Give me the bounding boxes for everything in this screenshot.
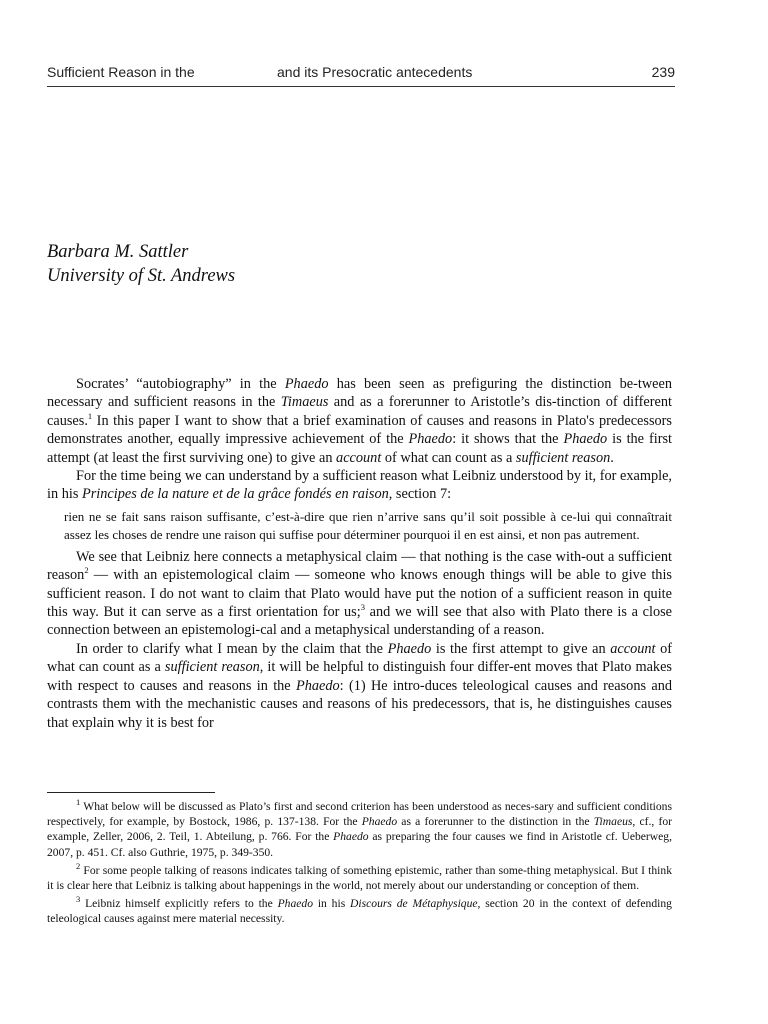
text-run: as a forerunner to the distinction in the — [397, 815, 594, 829]
italic-run: Phaedo — [284, 376, 329, 392]
text-run: as preparing the four causes we find in Aristotle cf. Ueberweg, 2007, p. 451. Cf. also Guthrie, 1975, p. 349-350. — [47, 830, 672, 859]
text-run: of what can count as a — [47, 640, 673, 676]
text-run: , section 20 in the context of defending teleological causes against mere material necessity. — [47, 897, 672, 926]
italic-run: account — [336, 449, 382, 466]
paragraph-4 — [47, 640, 672, 732]
text-run: In this paper I want to show that a brief examination of causes and reasons in Plato's predecessors demonstrates another, equally impressive achievement of the — [47, 412, 672, 448]
main-text — [47, 375, 672, 732]
footnote-ref-3[interactable]: 3 — [360, 602, 365, 613]
italic-run: Phaedo — [333, 830, 369, 844]
block-quote: rien ne se fait sans raison suffisante, c’est-à-dire que rien n’arrive sans qu’il soit possible à ce-lui qui connaîtrait assez les choses de rendre une raison qui suffise pour déterminer pourquoi il en est ainsi, et non pas autrement. — [64, 508, 672, 542]
italic-run: sufficient reason — [515, 449, 611, 466]
author-affiliation: University of St. Andrews — [47, 266, 236, 286]
italic-run: Phaedo — [387, 640, 432, 657]
footnote-number: 3 — [76, 894, 81, 905]
text-run: In order to clarify what I mean by the claim that the — [76, 640, 388, 657]
paragraph-2 — [47, 467, 672, 504]
footnote-separator — [47, 792, 215, 793]
italic-run: Phaedo — [408, 431, 453, 448]
text-run: and we will see that also with Plato there is a close connection between an epistemologi-cal and a metaphysical understanding of a reason. — [47, 604, 672, 639]
paragraph-3 — [47, 548, 672, 640]
italic-run: Principes de la nature et de la grâce fondés en raison — [81, 486, 389, 503]
italic-run: Phaedo — [563, 431, 608, 448]
italic-run: sufficient reason — [164, 659, 260, 676]
text-run: is the first attempt (at least the first surviving one) to give an — [47, 431, 672, 466]
text-run: . — [610, 449, 614, 466]
italic-run: Phaedo — [361, 815, 398, 829]
text-run: of what can count as a — [381, 449, 516, 466]
text-run: is the first attempt to give an — [431, 640, 611, 657]
text-run: : (1) He intro-duces teleological causes and reasons and contrasts them with the mechanistic causes and reasons of his predecessors, that is, he distinguishes causes that explain why it is best for — [47, 677, 672, 731]
italic-run: Phaedo — [277, 897, 313, 911]
paragraph-1 — [47, 375, 672, 467]
text-run: and as a forerunner to Aristotle’s dis-tinction of different causes. — [47, 394, 672, 429]
running-title-left: Sufficient Reason in the — [47, 64, 195, 80]
text-run: — with an epistemological claim — someone who knows enough things will be able to give this sufficient reason. I do not want to claim that Plato would have put the notion of a sufficient reason in quite this way. But it can serve as a first orientation for us; — [47, 567, 672, 621]
footnotes — [47, 799, 672, 930]
italic-run: Phaedo — [295, 677, 340, 694]
text-run: What below will be discussed as Plato’s first and second criterion has been understood as neces-sary and sufficient conditions respectively, for example, by Bostock, 1986, p. 137-138. For the — [47, 800, 672, 829]
footnote-2 — [47, 860, 672, 893]
text-run: Socrates’ “autobiography” in the — [76, 376, 285, 392]
italic-run: Discours de Métaphysique — [350, 897, 478, 911]
text-run: in his — [313, 897, 351, 911]
running-header — [47, 64, 675, 87]
text-run: Leibniz himself explicitly refers to the — [80, 897, 278, 911]
text-run: , it will be helpful to distinguish four differ-ent moves that Plato makes with respect to causes and reasons in the — [47, 659, 672, 694]
author-name: Barbara M. Sattler — [47, 242, 189, 262]
text-run: We see that Leibniz here connects a metaphysical claim — that nothing is the case with-out a sufficient reason — [47, 548, 672, 584]
text-run: : it shows that the — [452, 431, 564, 448]
text-run: has been seen as prefiguring the distinction be-tween necessary and sufficient reasons in the — [47, 376, 672, 411]
author-block — [47, 240, 235, 288]
running-title-middle: and its Presocratic antecedents — [277, 64, 473, 80]
italic-run: Timaeus — [280, 394, 329, 411]
italic-run: account — [610, 640, 656, 657]
footnote-ref-2[interactable]: 2 — [84, 565, 89, 576]
text-run: , cf., for example, Zeller, 2006, 2. Teil, 1. Abteilung, p. 766. For the — [47, 815, 672, 844]
italic-run: Timaeus — [593, 815, 633, 829]
footnote-1 — [47, 799, 672, 860]
text-run: , section 7: — [388, 486, 452, 503]
text-run: For some people talking of reasons indicates talking of something epistemic, rather than some-thing metaphysical. But I think it is clear here that Leibniz is talking about happenings in the world, not merely about our understanding or conception of them. — [47, 863, 672, 893]
text-run: For the time being we can understand by a sufficient reason what Leibniz understood by it, for example, in his — [47, 468, 672, 503]
footnote-3 — [47, 896, 672, 926]
footnote-ref-1[interactable]: 1 — [87, 411, 93, 422]
footnote-number: 2 — [76, 860, 81, 871]
footnote-number: 1 — [76, 797, 81, 808]
page-number: 239 — [651, 64, 675, 80]
